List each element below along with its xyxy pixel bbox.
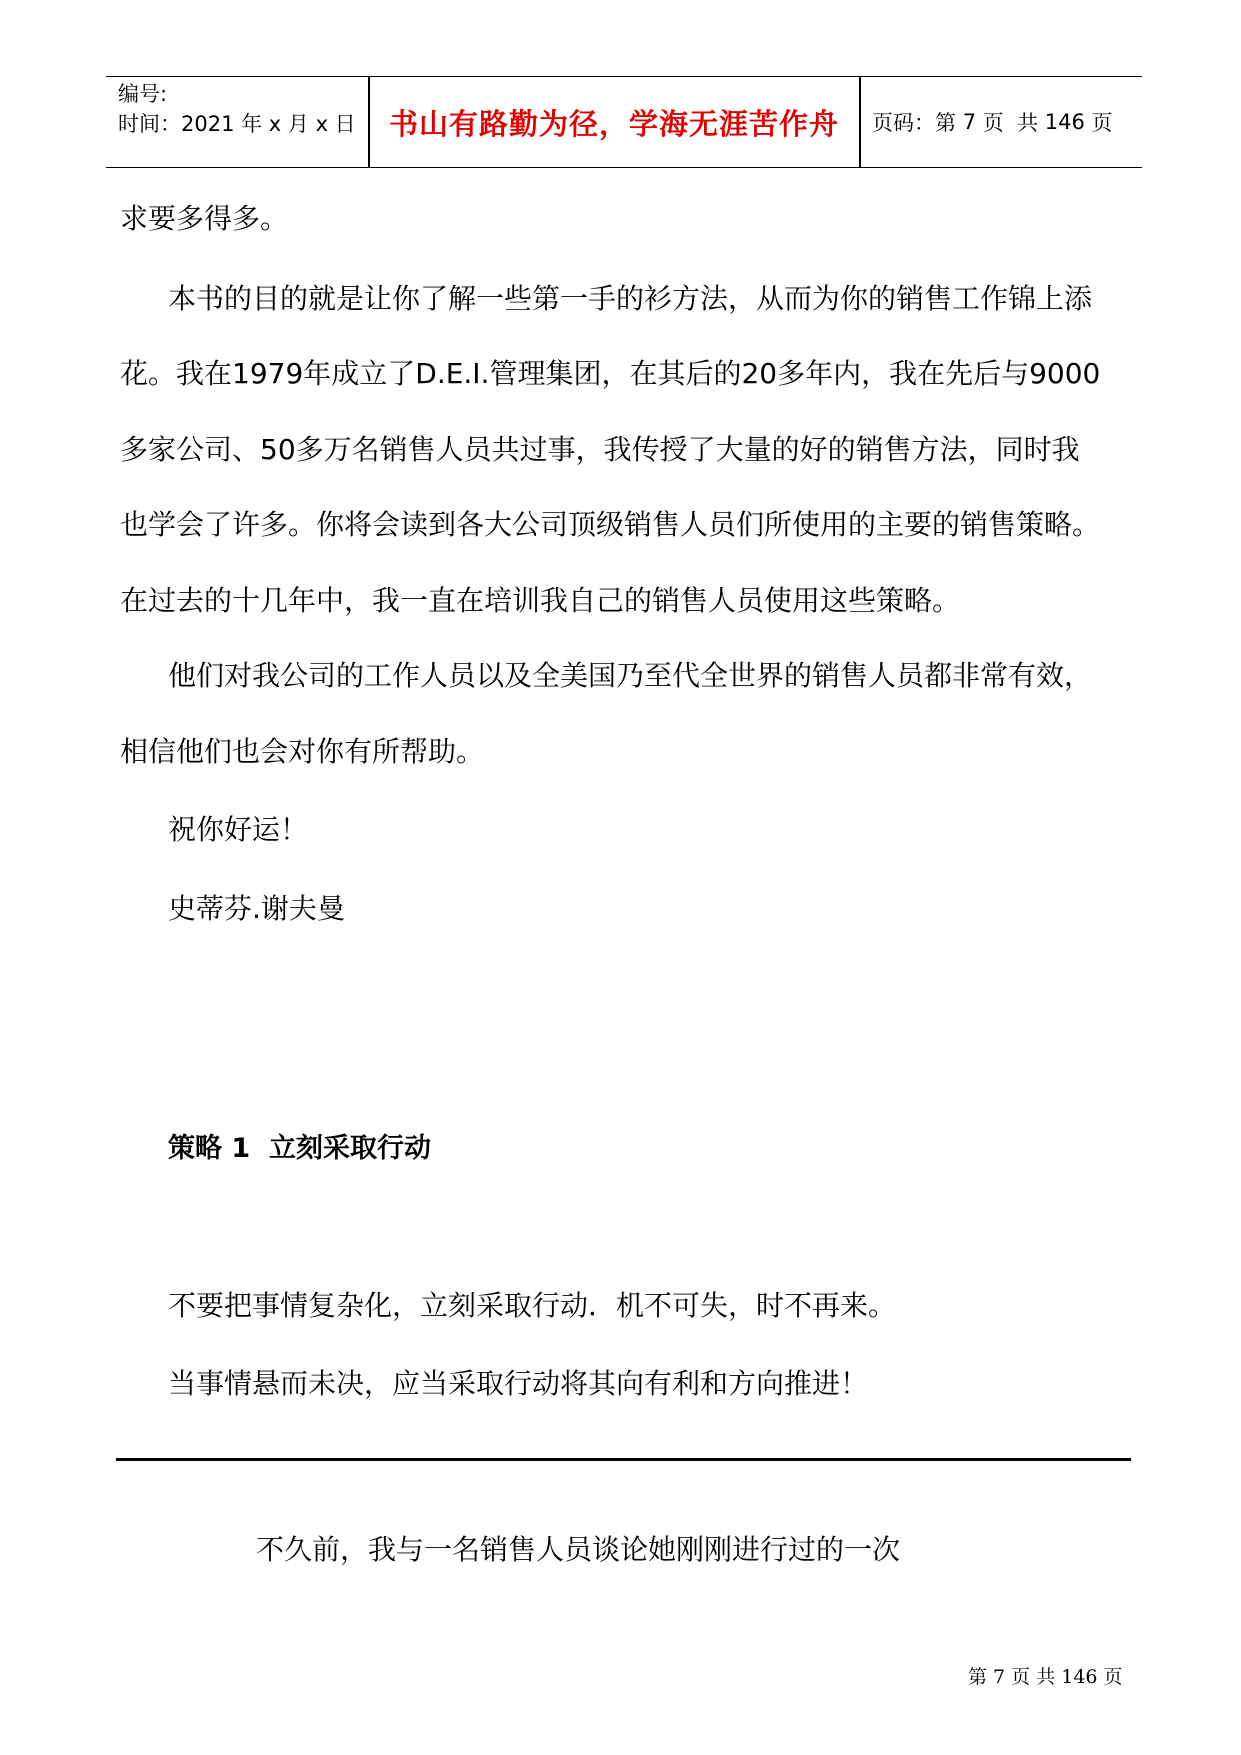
header-divider bbox=[859, 77, 861, 167]
header-motto: 书山有路勤为径，学海无涯苦作舟 bbox=[388, 106, 839, 141]
body-line: 也学会了许多。你将会读到各大公司顶级销售人员们所使用的主要的销售策略。 bbox=[120, 508, 1101, 541]
header-time-label: 时间：2021 年 x 月 x 日 bbox=[118, 112, 356, 136]
body-line: 花。我在1979年成立了D.E.I.管理集团，在其后的20多年内，我在先后与9000 bbox=[120, 357, 1101, 390]
header-meta bbox=[118, 79, 356, 139]
page-footer: 第 7 页 共 146 页 bbox=[968, 1666, 1123, 1688]
header-page-prefix: 页码：第 bbox=[872, 111, 963, 135]
closing-line: 祝你好运！ bbox=[168, 813, 309, 846]
story-line: 不久前，我与一名销售人员谈论她刚刚进行过的一次 bbox=[256, 1533, 901, 1566]
body-line: 相信他们也会对你有所帮助。 bbox=[120, 735, 485, 768]
section-heading: 策略 1 立刻采取行动 bbox=[168, 1133, 431, 1164]
summary-line: 当事情悬而未决，应当采取行动将其向有利和方向推进！ bbox=[168, 1367, 869, 1400]
header-page-indicator bbox=[872, 77, 1113, 167]
body-line: 求要多得多。 bbox=[120, 202, 289, 235]
page-header bbox=[106, 76, 1142, 168]
header-page-mid: 页 共 bbox=[976, 111, 1045, 135]
body-line: 他们对我公司的工作人员以及全美国乃至代全世界的销售人员都非常有效， bbox=[168, 659, 1093, 692]
body-line: 多家公司、50多万名销售人员共过事，我传授了大量的好的销售方法，同时我 bbox=[120, 433, 1080, 466]
body-line: 本书的目的就是让你了解一些第一手的衫方法，从而为你的销售工作锦上添 bbox=[168, 282, 1093, 315]
header-number-label: 编号: bbox=[118, 82, 168, 106]
horizontal-rule bbox=[116, 1458, 1131, 1461]
signature: 史蒂芬.谢夫曼 bbox=[168, 892, 345, 925]
summary-line: 不要把事情复杂化，立刻采取行动．机不可失，时不再来。 bbox=[168, 1289, 897, 1322]
header-page-current: 7 bbox=[962, 110, 977, 134]
header-page-suffix: 页 bbox=[1084, 111, 1113, 135]
body-line: 在过去的十几年中，我一直在培训我自己的销售人员使用这些策略。 bbox=[120, 584, 961, 617]
header-page-total: 146 bbox=[1044, 110, 1085, 134]
